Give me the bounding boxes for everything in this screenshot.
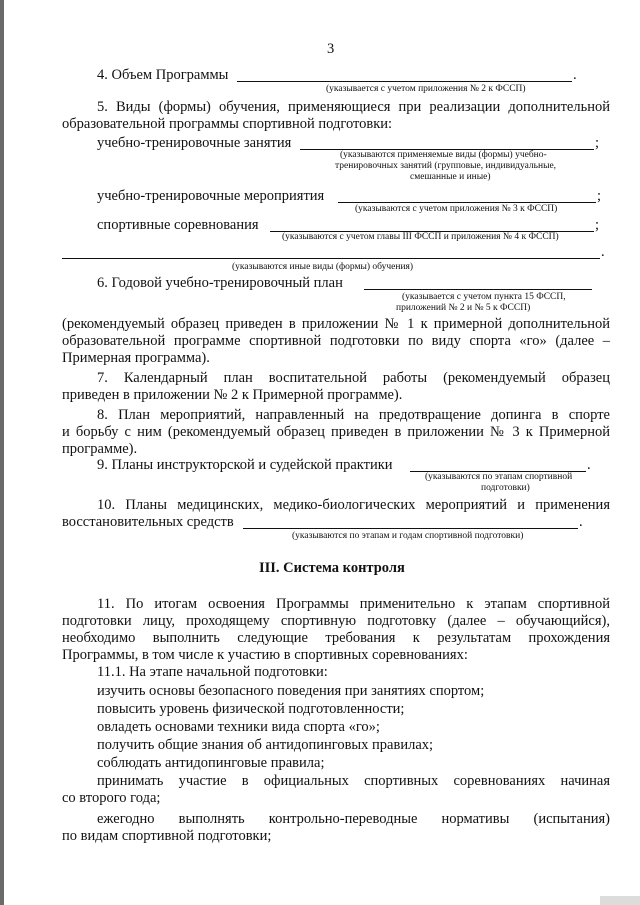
competitions-note: (указываются с учетом главы III ФССП и приложения № 4 к ФССП) — [282, 232, 559, 242]
item10-fill-line — [243, 528, 578, 529]
other-forms-note: (указываются иные виды (формы) обучения) — [232, 262, 414, 272]
other-forms-end: . — [601, 244, 605, 260]
item9-end: . — [587, 457, 591, 473]
item6-fill-line — [364, 289, 592, 290]
item8-line2: и борьбу с ним (рекомендуемый образец приведен в приложении № 3 к Примерной — [62, 424, 610, 440]
item4-end: . — [573, 67, 577, 83]
item6-note-2: приложений № 2 и № 5 к ФССП) — [396, 303, 531, 313]
item9-label: 9. Планы инструкторской и судейской практики — [97, 457, 393, 473]
norms-req-line2: по видам спортивной подготовки; — [62, 828, 272, 844]
item9-note-1: (указываются по этапам спортивной — [425, 472, 573, 482]
training-sessions-note-3: смешанные и иные) — [410, 172, 491, 182]
page-number: 3 — [327, 41, 335, 57]
item4-fill-line — [237, 81, 572, 82]
item10-note: (указываются по этапам и годам спортивной подготовки) — [292, 531, 524, 541]
item4-label: 4. Объем Программы — [97, 67, 229, 83]
item6-text-2: образовательной программе спортивной подготовки по виду спорта «го» (далее – — [62, 333, 610, 349]
item10-end: . — [579, 514, 583, 530]
item9-note-2: подготовки) — [481, 483, 530, 493]
item6-text-3: Примерная программа). — [62, 350, 210, 366]
norms-req-line1: ежегодно выполнять контрольно-переводные нормативы (испытания) — [97, 811, 610, 827]
requirement-3: овладеть основами техники вида спорта «го»; — [97, 719, 380, 735]
training-sessions-note-2: тренировочных занятий (групповые, индивидуальные, — [335, 161, 557, 171]
training-events-end: ; — [597, 188, 602, 204]
training-events-note: (указываются с учетом приложения № 3 к ФССП) — [355, 204, 558, 214]
item5-line2: образовательной программы спортивной подготовки: — [62, 116, 393, 132]
competitions-req-line1: принимать участие в официальных спортивных соревнованиях начиная — [97, 773, 610, 789]
item11-line1: 11. По итогам освоения Программы применительно к этапам спортивной — [97, 596, 610, 612]
item11-line4: Программы, в том числе к участию в спортивных соревнованиях: — [62, 647, 468, 663]
section-heading: III. Система контроля — [259, 560, 405, 576]
requirement-2: повысить уровень физической подготовленности; — [97, 701, 405, 717]
item10-line1: 10. Планы медицинских, медико-биологических мероприятий и применения — [97, 497, 610, 513]
item4-note: (указывается с учетом приложения № 2 к ФССП) — [326, 84, 526, 94]
item6-note-1: (указывается с учетом пункта 15 ФССП, — [402, 292, 566, 302]
item6-text-1: (рекомендуемый образец приведен в приложении № 1 к примерной дополнительной — [62, 316, 610, 332]
training-sessions-note-1: (указываются применяемые виды (формы) учебно- — [340, 150, 547, 160]
requirement-5: соблюдать антидопинговые правила; — [97, 755, 325, 771]
item6-label: 6. Годовой учебно-тренировочный план — [97, 275, 343, 291]
training-sessions-end: ; — [595, 135, 600, 151]
competitions-label: спортивные соревнования — [97, 217, 259, 233]
item11-line3: необходимо выполнить следующие требования к результатам прохождения — [62, 630, 610, 646]
scan-left-edge — [0, 0, 4, 905]
requirement-1: изучить основы безопасного поведения при занятиях спортом; — [97, 683, 485, 699]
requirement-4: получить общие знания об антидопинговых правилах; — [97, 737, 434, 753]
item8-line1: 8. План мероприятий, направленный на предотвращение допинга в спорте — [97, 407, 610, 423]
training-events-fill-line — [338, 202, 596, 203]
competitions-req-line2: со второго года; — [62, 790, 161, 806]
item11-1-heading: 11.1. На этапе начальной подготовки: — [97, 664, 328, 680]
item7-line1: 7. Календарный план воспитательной работы (рекомендуемый образец — [97, 370, 610, 386]
training-sessions-label: учебно-тренировочные занятия — [97, 135, 292, 151]
other-forms-fill-line — [62, 258, 600, 259]
competitions-end: ; — [595, 217, 600, 233]
item11-line2: подготовки лицу, проходящему спортивную подготовку (далее – обучающийся), — [62, 613, 610, 629]
item7-line2: приведен в приложении № 2 к Примерной программе). — [62, 387, 403, 403]
training-events-label: учебно-тренировочные мероприятия — [97, 188, 325, 204]
scan-corner-mark — [600, 896, 640, 905]
item10-line2: восстановительных средств — [62, 514, 234, 530]
item8-line3: программе). — [62, 441, 138, 457]
item5-line1: 5. Виды (формы) обучения, применяющиеся при реализации дополнительной — [97, 99, 610, 115]
